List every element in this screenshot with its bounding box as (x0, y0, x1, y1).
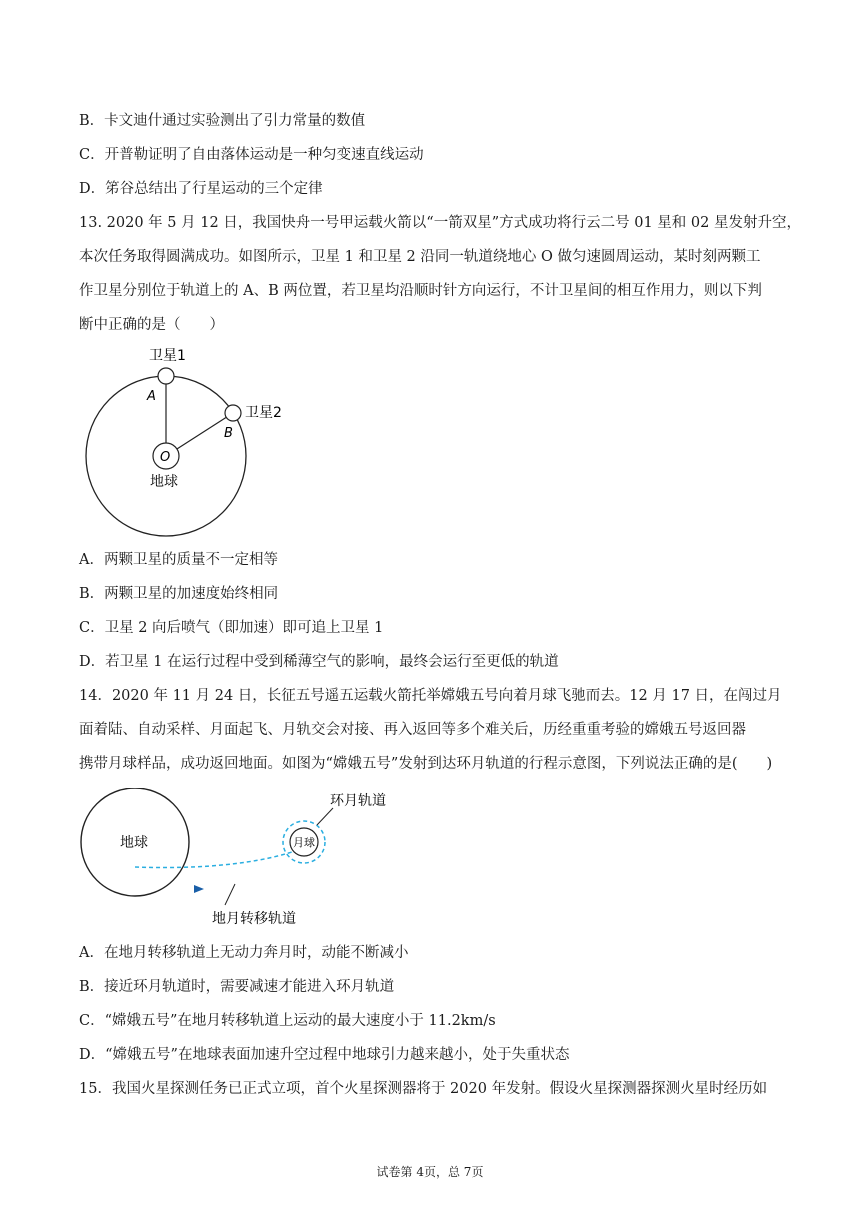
q13-stem-line-2: 本次任务取得圆满成功。如图所示，卫星 1 和卫星 2 沿同一轨道绕地心 O 做匀速圆周运动，某时刻两颗工 (79, 249, 761, 265)
q13-orbit-figure (80, 343, 310, 543)
q14-earth-moon-figure (80, 788, 420, 933)
center-o-label: O (160, 450, 171, 465)
q13-option-b: B．两颗卫星的加速度始终相同 (79, 586, 279, 602)
q14-option-d: D．“嫦娥五号”在地球表面加速升空过程中地球引力越来越小，处于失重状态 (79, 1047, 570, 1063)
q12-option-b: B．卡文迪什通过实验测出了引力常量的数值 (79, 113, 366, 129)
q13-option-c: C．卫星 2 向后喷气（即加速）即可追上卫星 1 (79, 620, 384, 636)
point-b-label: B (224, 426, 233, 441)
lunar-orbit-label: 环月轨道 (330, 793, 386, 809)
moon-label: 月球 (293, 836, 315, 849)
q12-option-c: C．开普勒证明了自由落体运动是一种匀变速直线运动 (79, 147, 424, 163)
transfer-orbit-pointer (225, 884, 235, 905)
earth-label: 地球 (120, 835, 148, 851)
q14-stem-line-2: 面着陆、自动采样、月面起飞、月轨交会对接、再入返回等多个难关后，历经重重考验的嫦娥五号返回器 (79, 722, 746, 738)
q13-option-d: D．若卫星 1 在运行过程中受到稀薄空气的影响，最终会运行至更低的轨道 (79, 654, 559, 670)
satellite-2-circle (225, 405, 241, 421)
lunar-orbit-pointer (317, 808, 333, 825)
q13-stem-line-1: 13. 2020 年 5 月 12 日，我国快舟一号甲运载火箭以“一箭双星”方式成功将行云二号 01 星和 02 星发射升空， (79, 215, 801, 231)
point-a-label: A (147, 389, 156, 404)
satellite-1-circle (158, 368, 174, 384)
satellite-2-label: 卫星2 (245, 405, 282, 421)
q14-option-c: C．“嫦娥五号”在地月转移轨道上运动的最大速度小于 11.2km/s (79, 1013, 496, 1029)
transfer-direction-arrow (194, 885, 204, 893)
q14-stem-line-1: 14．2020 年 11 月 24 日，长征五号遥五运载火箭托举嫦娥五号向着月球飞驰而去。12 月 17 日，在闯过月 (79, 688, 782, 704)
q14-option-a: A．在地月转移轨道上无动力奔月时，动能不断减小 (79, 945, 409, 961)
q13-stem-line-3: 作卫星分别位于轨道上的 A、B 两位置，若卫星均沿顺时针方向运行，不计卫星间的相互作用力，则以下判 (79, 283, 762, 299)
page-footer: 试卷第 4页，总 7页 (376, 1165, 484, 1179)
q14-stem-line-3: 携带月球样品，成功返回地面。如图为“嫦娥五号”发射到达环月轨道的行程示意图，下列说法正确的是( ) (79, 756, 773, 772)
satellite-1-label: 卫星1 (149, 348, 186, 364)
q14-option-b: B．接近环月轨道时，需要减速才能进入环月轨道 (79, 979, 395, 995)
earth-label: 地球 (150, 474, 178, 490)
q13-option-a: A．两颗卫星的质量不一定相等 (79, 552, 278, 568)
q13-stem-line-4: 断中正确的是（ ） (79, 317, 224, 333)
q12-option-d: D．笫谷总结出了行星运动的三个定律 (79, 181, 323, 197)
transfer-orbit-label: 地月转移轨道 (212, 911, 296, 927)
q15-stem-line-1: 15．我国火星探测任务已正式立项，首个火星探测器将于 2020 年发射。假设火星探测器探测火星时经历如 (79, 1081, 768, 1097)
